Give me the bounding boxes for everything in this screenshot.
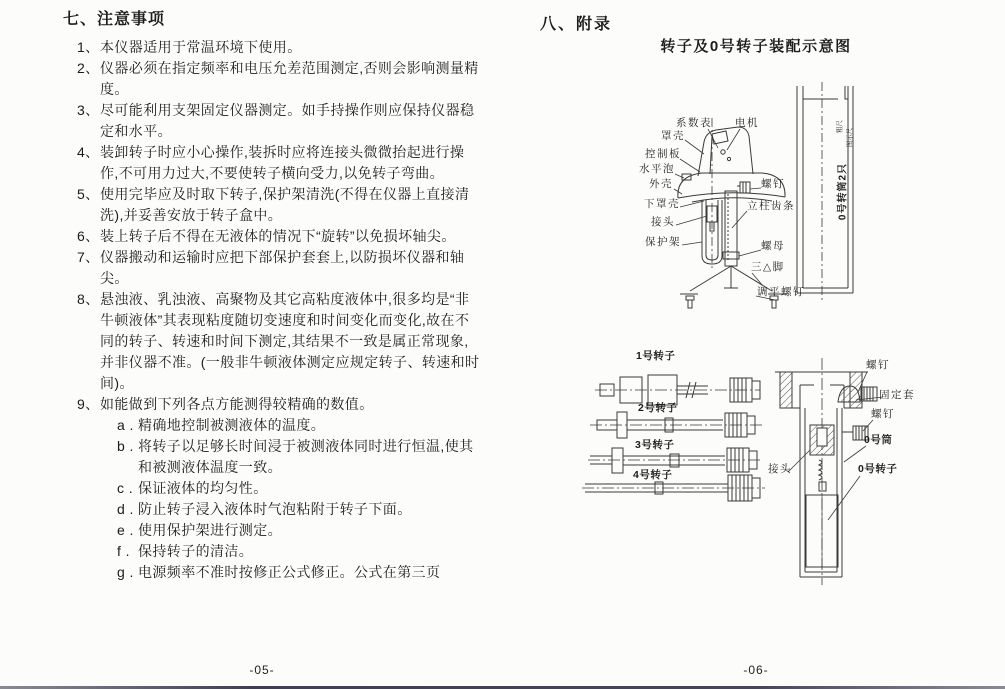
item-number: 3、 [77, 102, 100, 118]
notice-item-2 [63, 58, 481, 100]
item-text: 装卸转子时应小心操作,装拆时应将连接头微微抬起进行操作,不可用力过大,不要使转子横向受力,以免转子弯曲。 [100, 144, 465, 181]
notice-item-3 [63, 100, 481, 142]
item-text: 使用完毕应及时取下转子,保护架清洗(不得在仪器上直接清洗),并妥善安放于转子盒中。 [100, 186, 470, 223]
sub-item-text: 使用保护架进行测定。 [138, 522, 282, 538]
item-text: 本仪器适用于常温环境下使用。 [100, 39, 302, 55]
label-coefficient-plate: 系数表 [676, 117, 712, 129]
item-number: 4、 [77, 144, 100, 160]
left-page [63, 8, 481, 583]
label-fixing-sleeve: 固定套 [879, 389, 915, 401]
sub-item-letter: f . [117, 543, 130, 559]
label-outer-shell: 外壳 [649, 178, 673, 190]
diagram-title: 转子及0号转子装配示意图 [660, 38, 852, 55]
label-nut: 螺母 [761, 240, 785, 252]
label-tripod: 三△脚 [751, 261, 785, 273]
label-cover-shell: 罩壳 [661, 130, 685, 142]
sub-item-a [63, 415, 481, 436]
label-connector-upper: 接头 [651, 216, 675, 228]
item-number: 7、 [77, 249, 100, 265]
label-cylinder-note-2: 图示尺 [846, 127, 854, 148]
sub-item-text: 电源频率不准时按修正公式修正。公式在第三页 [138, 564, 441, 580]
section-heading-appendix: 八、附录 [540, 16, 613, 33]
item-text: 装上转子后不得在无液体的情况下“旋转”以免损坏轴尖。 [100, 228, 456, 244]
item-text: 如能做到下列各点方能测得较精确的数值。 [100, 396, 374, 412]
item-text: 仪器必须在指定频率和电压允差范围测定,否则会影响测量精度。 [100, 60, 479, 97]
label-protection-frame: 保护架 [645, 236, 681, 248]
item-number: 8、 [77, 291, 100, 307]
item-text: 尽可能利用支架固定仪器测定。如手持操作则应保持仪器稳定和水平。 [100, 102, 475, 139]
sub-item-e [63, 520, 481, 541]
label-lower-cover: 下罩壳 [644, 198, 680, 210]
notice-item-5 [63, 184, 481, 226]
sub-item-d [63, 499, 481, 520]
sub-item-g [63, 562, 481, 583]
notice-item-1 [63, 37, 481, 58]
page-number-right: -06- [743, 663, 769, 677]
label-rotor-4: 4号转子 [633, 469, 673, 481]
sub-item-letter: b . [117, 438, 134, 454]
label-screw-a: 螺钉 [866, 359, 890, 371]
label-screw-upper: 螺钉 [761, 178, 785, 190]
item-text: 仪器搬动和运输时应把下部保护套套上,以防损坏仪器和轴尖。 [100, 249, 465, 286]
item-number: 9、 [77, 396, 100, 412]
label-rotor-0: 0号转子 [858, 463, 898, 475]
item-number: 5、 [77, 186, 100, 202]
page-number-left: -05- [249, 663, 275, 677]
label-rotor-1: 1号转子 [636, 350, 676, 362]
sub-item-letter: e . [117, 522, 134, 538]
label-rotor-3: 3号转子 [635, 439, 675, 451]
label-cup-0: 0号筒 [864, 434, 893, 446]
label-motor: 电机 [735, 117, 759, 129]
label-rotor-2: 2号转子 [638, 402, 678, 414]
label-column-rack: 立柱齿条 [747, 200, 795, 212]
label-cylinder-vertical: 0号转筒2只 [837, 162, 849, 221]
item-number: 6、 [77, 228, 100, 244]
label-screw-b: 螺钉 [871, 408, 895, 420]
sub-item-letter: a . [117, 417, 134, 433]
sub-item-text: 将转子以足够长时间浸于被测液体同时进行恒温,使其和被测液体温度一致。 [138, 438, 474, 475]
notice-item-8 [63, 289, 481, 394]
sub-item-letter: c . [117, 480, 133, 496]
item-number: 2、 [77, 60, 100, 76]
label-level-bubble: 水平泡 [639, 163, 675, 175]
lower-diagram-drawing [570, 340, 960, 590]
item-number: 1、 [77, 39, 100, 55]
sub-item-f [63, 541, 481, 562]
label-control-board: 控制板 [645, 148, 681, 160]
sub-item-text: 精确地控制被测液体的温度。 [138, 417, 326, 433]
sub-item-letter: g . [117, 564, 134, 580]
notice-item-4 [63, 142, 481, 184]
sub-item-c [63, 478, 481, 499]
notice-item-6 [63, 226, 481, 247]
notice-item-7 [63, 247, 481, 289]
label-connector-lower: 接头 [768, 463, 792, 475]
label-cylinder-note-1: 粗尺 [836, 120, 844, 133]
item-text: 悬浊液、乳浊液、高聚物及其它高粘度液体中,很多均是“非牛顿液体”其表现粘度随切变速度和时间变化而变化,故在不同的转子、转速和时间下测定,其结果不一致是属正常现象,并非仪器不准。(一般非牛顿液体测定应规定转子、转速和时间)。 [100, 291, 480, 391]
sub-item-text: 保持转子的清洁。 [138, 543, 254, 559]
sub-item-letter: d . [117, 501, 134, 517]
sub-item-text: 防止转子浸入液体时气泡粘附于转子下面。 [138, 501, 412, 517]
upper-diagram-drawing [600, 70, 940, 320]
notice-item-9 [63, 394, 481, 415]
label-leveling-screw: 调平螺钉 [757, 286, 805, 298]
sub-item-b [63, 436, 481, 478]
section-heading-notes: 七、注意事项 [63, 11, 166, 28]
sub-item-text: 保证液体的均匀性。 [138, 480, 268, 496]
